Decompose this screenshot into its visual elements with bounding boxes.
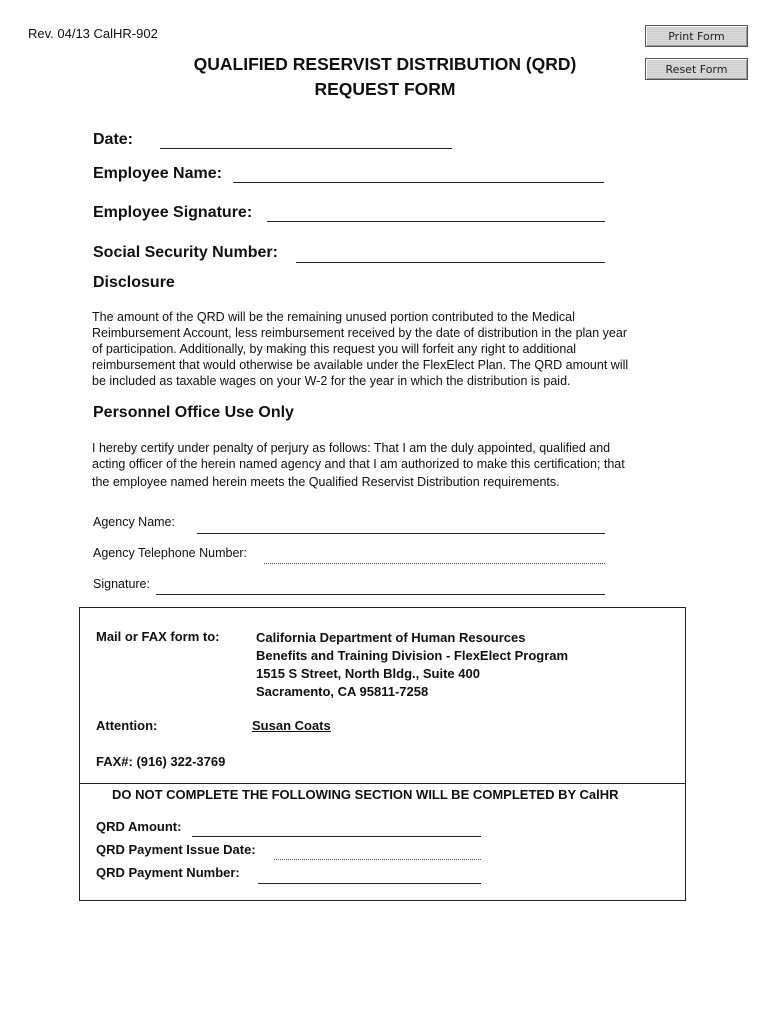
box-divider — [79, 783, 686, 784]
qrd-amount-field[interactable] — [192, 836, 481, 837]
reset-form-button[interactable]: Reset Form — [645, 58, 748, 80]
agency-phone-field[interactable] — [264, 563, 605, 564]
signature-field[interactable] — [156, 594, 605, 595]
employee-signature-label: Employee Signature: — [93, 204, 253, 221]
date-label: Date: — [93, 131, 134, 148]
address-line: 1515 S Street, North Bldg., Suite 400 — [256, 666, 480, 681]
qrd-payment-date-label: QRD Payment Issue Date: — [96, 842, 256, 857]
address-line: Sacramento, CA 95811-7258 — [256, 684, 429, 699]
qrd-payment-number-field[interactable] — [258, 883, 481, 884]
date-field[interactable] — [160, 148, 452, 149]
form-title-line1: QUALIFIED RESERVIST DISTRIBUTION (QRD) — [193, 54, 577, 74]
employee-signature-field[interactable] — [267, 221, 605, 222]
disclosure-line: reimbursement that would otherwise be available under the FlexElect Plan. The QRD amount will — [92, 358, 629, 372]
ssn-label: Social Security Number: — [93, 244, 278, 261]
disclosure-line: The amount of the QRD will be the remaining unused portion contributed to the Medical — [92, 310, 575, 324]
agency-phone-label: Agency Telephone Number: — [93, 546, 248, 560]
disclosure-text — [92, 309, 692, 389]
fax-number: FAX#: (916) 322-3769 — [96, 754, 226, 769]
signature-label: Signature: — [93, 577, 150, 591]
attention-value: Susan Coats — [252, 718, 331, 733]
address-line: California Department of Human Resources — [256, 630, 526, 645]
employee-name-field[interactable] — [233, 182, 604, 183]
certification-text — [92, 440, 692, 490]
certification-line: acting officer of the herein named agency and that I am authorized to make this certification; that — [92, 457, 625, 471]
mail-fax-label: Mail or FAX form to: — [96, 629, 220, 644]
disclosure-line: be included as taxable wages on your W-2 for the year in which the distribution is paid. — [92, 374, 571, 388]
address-line: Benefits and Training Division - FlexElect Program — [256, 648, 569, 663]
form-title-line2: REQUEST FORM — [314, 79, 456, 99]
disclosure-heading: Disclosure — [93, 274, 175, 291]
ssn-field[interactable] — [296, 262, 605, 263]
qrd-payment-number-label: QRD Payment Number: — [96, 865, 240, 880]
mailing-address — [256, 629, 568, 701]
form-revision: Rev. 04/13 CalHR-902 — [28, 26, 158, 41]
disclosure-line: Reimbursement Account, less reimbursement received by the date of distribution in the plan year — [92, 326, 627, 340]
qrd-amount-label: QRD Amount: — [96, 819, 182, 834]
calhr-notice: DO NOT COMPLETE THE FOLLOWING SECTION WILL BE COMPLETED BY CalHR — [112, 787, 619, 802]
personnel-heading: Personnel Office Use Only — [93, 404, 294, 421]
attention-label: Attention: — [96, 718, 158, 733]
agency-name-field[interactable] — [197, 533, 605, 534]
certification-line: the employee named herein meets the Qualified Reservist Distribution requirements. — [92, 475, 560, 489]
print-form-button[interactable]: Print Form — [645, 25, 748, 47]
certification-line: I hereby certify under penalty of perjury as follows: That I am the duly appointed, qualified and — [92, 441, 611, 455]
disclosure-line: of participation. Additionally, by making this request you will forfeit any right to additional — [92, 342, 577, 356]
qrd-payment-date-field[interactable] — [274, 859, 481, 860]
agency-name-label: Agency Name: — [93, 515, 175, 529]
employee-name-label: Employee Name: — [93, 165, 222, 182]
